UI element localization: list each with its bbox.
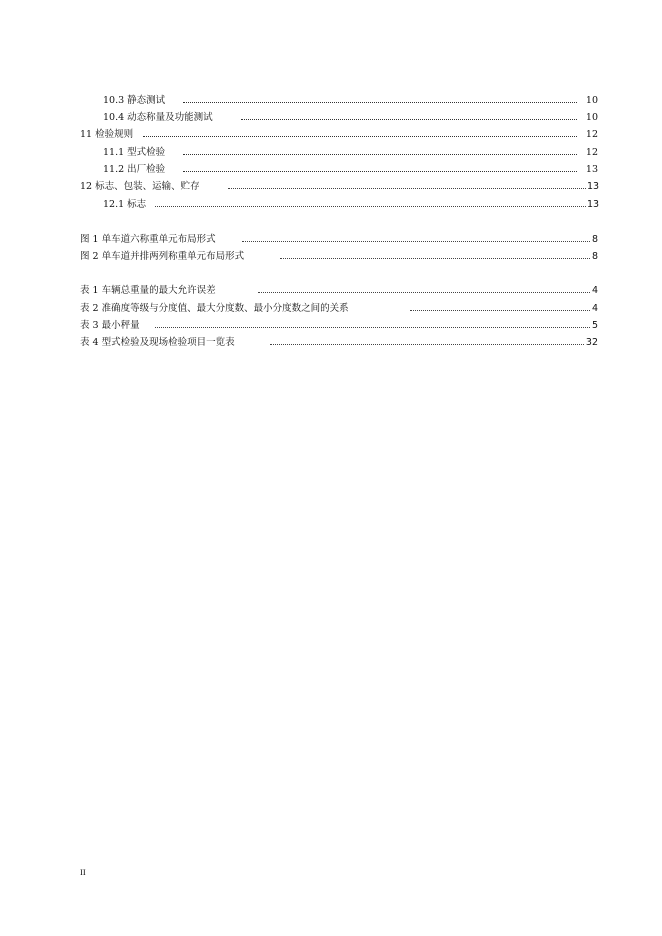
table-entry-4[interactable] <box>0 336 662 350</box>
table-entry-label: 表 4 型式检验及现场检验项目一览表 <box>80 337 235 348</box>
toc-entry-10-4[interactable] <box>0 111 662 125</box>
dot-leader <box>242 241 590 242</box>
toc-entry-page: 10 <box>585 95 598 106</box>
dot-leader <box>270 344 584 345</box>
toc-entry-label: 11.1 型式检验 <box>103 147 166 158</box>
dot-leader <box>183 154 577 155</box>
dot-leader <box>183 171 577 172</box>
figure-entry-2[interactable] <box>0 250 662 264</box>
table-entry-page: 32 <box>585 337 598 348</box>
dot-leader <box>410 310 590 311</box>
toc-entry-12[interactable] <box>0 180 662 194</box>
toc-entry-label: 12 标志、包装、运输、贮存 <box>80 181 200 192</box>
table-entry-label: 表 2 准确度等级与分度值、最大分度数、最小分度数之间的关系 <box>80 303 349 314</box>
toc-entry-page: 13 <box>587 181 600 192</box>
dot-leader <box>241 119 577 120</box>
table-entry-label: 表 3 最小秤量 <box>80 320 140 331</box>
dot-leader <box>280 258 590 259</box>
toc-entry-11-2[interactable] <box>0 163 662 177</box>
figure-entry-page: 8 <box>591 251 598 262</box>
table-entry-3[interactable] <box>0 319 662 333</box>
toc-entry-page: 12 <box>585 129 598 140</box>
toc-entry-page: 10 <box>585 112 598 123</box>
footer-page-number: II <box>80 867 86 877</box>
toc-entry-10-3[interactable] <box>0 94 662 108</box>
toc-entry-label: 11 检验规则 <box>80 129 134 140</box>
table-entry-2[interactable] <box>0 302 662 316</box>
table-entry-page: 4 <box>591 285 598 296</box>
table-entry-label: 表 1 车辆总重量的最大允许误差 <box>80 285 216 296</box>
dot-leader <box>155 206 586 207</box>
toc-entry-label: 11.2 出厂检验 <box>103 164 166 175</box>
toc-entry-page: 13 <box>587 199 600 210</box>
toc-entry-12-1[interactable] <box>0 198 662 212</box>
figure-entry-label: 图 1 单车道六称重单元布局形式 <box>80 234 216 245</box>
toc-entry-11-1[interactable] <box>0 146 662 160</box>
toc-entry-page: 13 <box>585 164 598 175</box>
toc-entry-label: 10.3 静态测试 <box>103 95 166 106</box>
dot-leader <box>183 102 577 103</box>
dot-leader <box>143 136 577 137</box>
table-entry-page: 5 <box>591 320 598 331</box>
toc-entry-page: 12 <box>585 147 598 158</box>
toc-entry-label: 10.4 动态称量及功能测试 <box>103 112 213 123</box>
table-entry-1[interactable] <box>0 284 662 298</box>
toc-entry-label: 12.1 标志 <box>103 199 147 210</box>
toc-entry-11[interactable] <box>0 128 662 142</box>
figure-entry-label: 图 2 单车道并排两列称重单元布局形式 <box>80 251 245 262</box>
dot-leader <box>228 188 586 189</box>
dot-leader <box>155 327 590 328</box>
figure-entry-page: 8 <box>591 234 598 245</box>
table-entry-page: 4 <box>591 303 598 314</box>
dot-leader <box>258 292 590 293</box>
figure-entry-1[interactable] <box>0 233 662 247</box>
